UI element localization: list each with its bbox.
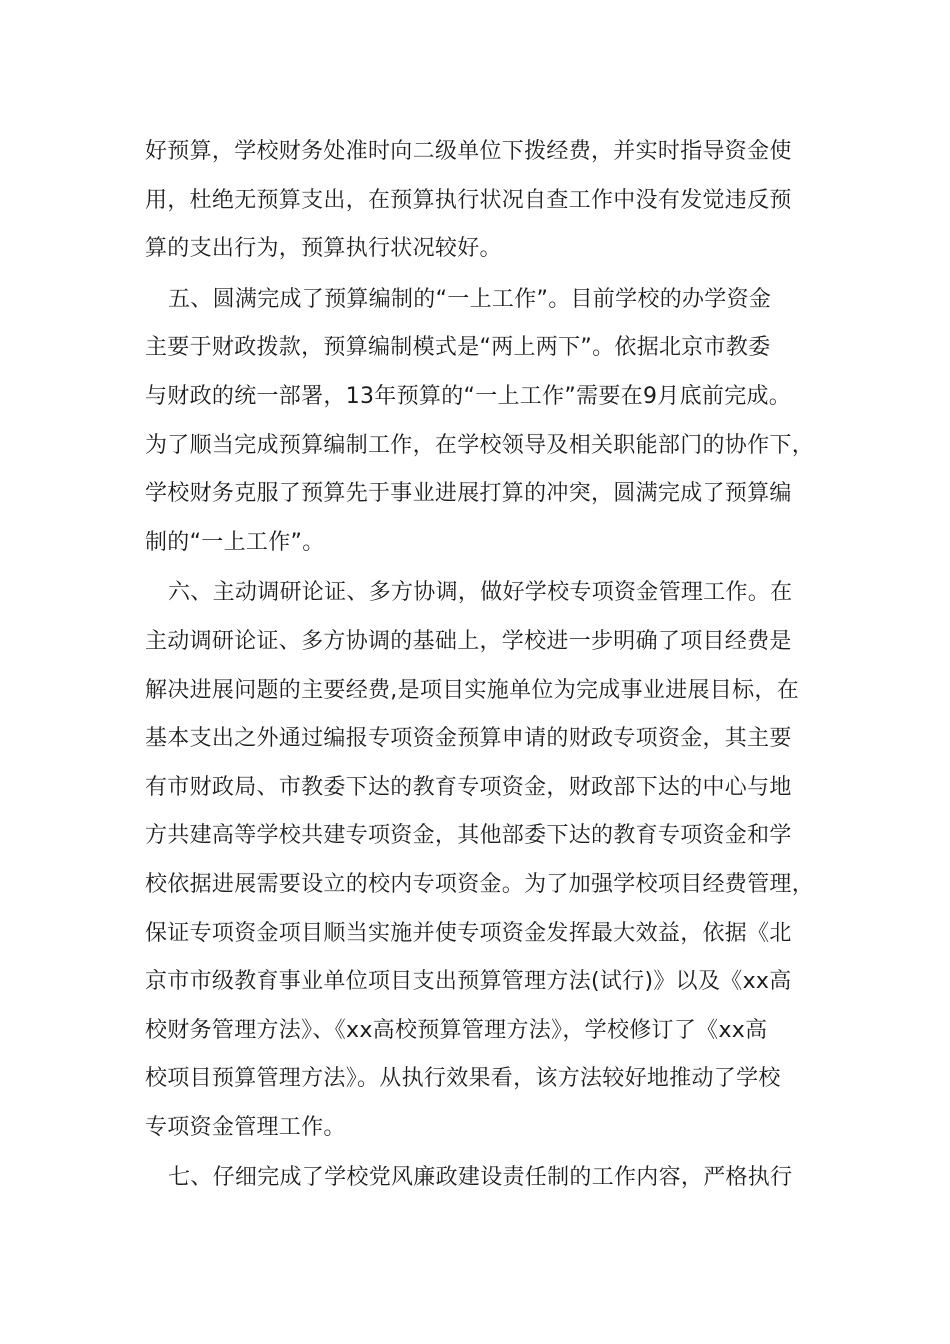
text-line: 保证专项资金项目顺当实施并使专项资金发挥最大效益，依据《北 xyxy=(145,920,792,946)
paragraph-section-5 xyxy=(145,276,815,568)
paragraph-section-6 xyxy=(145,569,815,1152)
text-line: 与财政的统一部署，13年预算的“一上工作”需要在9月底前完成。 xyxy=(145,383,792,409)
body-text xyxy=(145,128,815,1203)
text-line: 方共建高等学校共建专项资金，其他部委下达的教育专项资金和学 xyxy=(145,823,792,849)
text-line: 七、仔细完成了学校党风廉政建设责任制的工作内容，严格执行 xyxy=(168,1165,793,1191)
text-line: 用，杜绝无预算支出，在预算执行状况自查工作中没有发觉违反预 xyxy=(145,187,792,213)
paragraph-continuation xyxy=(145,128,815,274)
text-line: 主动调研论证、多方协调的基础上，学校进一步明确了项目经费是 xyxy=(145,628,792,654)
text-line: 学校财务克服了预算先于事业进展打算的冲突，圆满完成了预算编 xyxy=(145,481,792,507)
text-line: 解决进展问题的主要经费,是项目实施单位为完成事业进展目标，在 xyxy=(145,677,799,703)
text-line: 五、圆满完成了预算编制的“一上工作”。目前学校的办学资金 xyxy=(168,286,772,312)
text-line: 好预算，学校财务处准时向二级单位下拨经费，并实时指导资金使 xyxy=(145,139,792,164)
text-line: 专项资金管理工作。 xyxy=(145,1114,346,1140)
text-line: 京市市级教育事业单位项目支出预算管理方法(试行)》以及《xx高 xyxy=(145,969,792,995)
text-line: 六、主动调研论证、多方协调，做好学校专项资金管理工作。在 xyxy=(168,580,793,606)
text-line: 为了顺当完成预算编制工作，在学校领导及相关职能部门的协作下， xyxy=(145,432,815,458)
text-line: 算的支出行为，预算执行状况较好。 xyxy=(145,236,502,262)
text-line: 基本支出之外通过编报专项资金预算申请的财政专项资金，其主要 xyxy=(145,726,792,752)
text-line: 校项目预算管理方法》。从执行效果看，该方法较好地推动了学校 xyxy=(145,1066,781,1092)
text-line: 校财务管理方法》、《xx高校预算管理方法》，学校修订了《xx高 xyxy=(145,1017,768,1043)
paragraph-section-7 xyxy=(145,1154,815,1203)
text-line: 校依据进展需要设立的校内专项资金。为了加强学校项目经费管理， xyxy=(145,871,815,897)
text-line: 有市财政局、市教委下达的教育专项资金，财政部下达的中心与地 xyxy=(145,774,792,800)
text-line: 制的“一上工作”。 xyxy=(145,529,325,555)
text-line: 主要于财政拨款，预算编制模式是“两上两下”。依据北京市教委 xyxy=(145,335,771,361)
